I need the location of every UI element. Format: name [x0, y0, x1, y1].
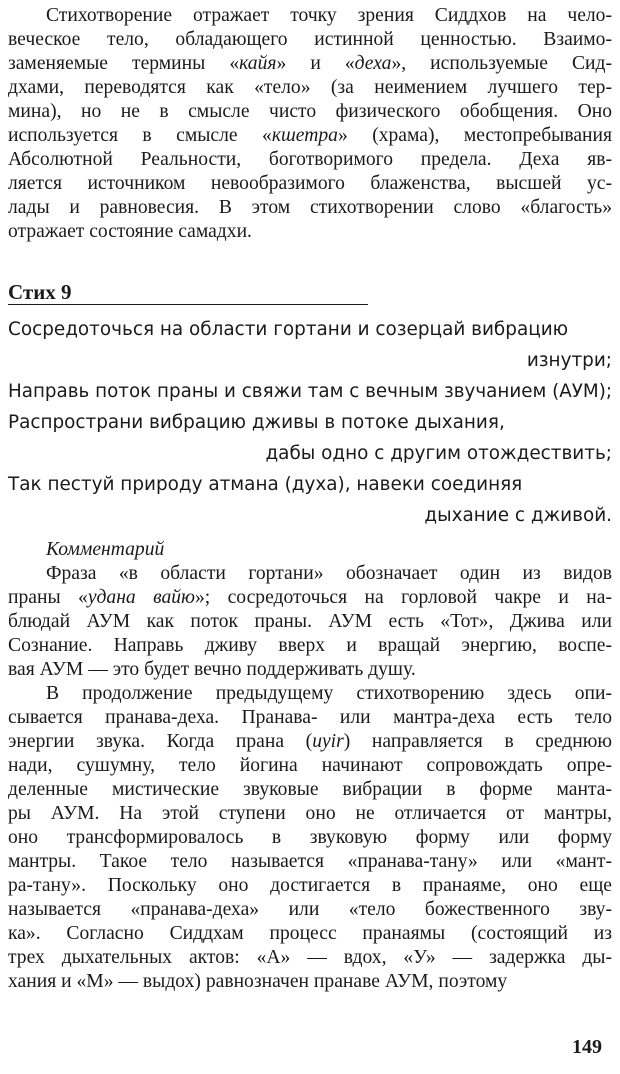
text-span: праны « — [8, 587, 88, 608]
commentary1-line — [8, 586, 612, 610]
commentary2-line: трех дыхательных актов: «А» — вдох, «У» — задержка ды- — [8, 947, 612, 968]
commentary1-line: блюдай АУМ как поток праны. АУМ есть «Тот», Джива или — [8, 611, 612, 632]
commentary2-line: ка». Согласно Сиддхам процесс пранаямы (состоящий из — [8, 923, 612, 944]
commentary1-line: Фраза «в области гортани» обозначает один из видов — [46, 563, 612, 584]
intro-line: лады и равновесия. В этом стихотворении слово «благость» — [8, 197, 612, 218]
verse-line: дыхание с дживой. — [424, 505, 612, 526]
verse-line: Направь поток праны и свяжи там с вечным звучанием (АУМ); — [8, 381, 612, 402]
commentary2-line: деленные мистические звуковые вибрации в форме манта- — [8, 779, 612, 800]
intro-line: веческое тело, обладающего истинной ценностью. Взаимо- — [8, 29, 612, 50]
intro-line: мина), но не в смысле чисто физического обобщения. Оно — [8, 101, 612, 122]
commentary2-line: ры АУМ. На этой ступени оно не отличается от мантры, — [8, 803, 612, 824]
verse-line: дабы одно с другим отождествить; — [265, 443, 612, 464]
intro-line: отражает состояние самадхи. — [8, 221, 252, 242]
commentary2-line: В продолжение предыдущему стихотворению здесь опи- — [46, 683, 612, 704]
text-span: используется в смысле « — [8, 125, 272, 146]
text-span: энергии звука. Когда прана ( — [8, 731, 313, 752]
commentary2-line: ра-тану». Поскольку оно достигается в пранаяме, оно еще — [8, 875, 612, 896]
commentary2-line — [8, 730, 612, 754]
italic-term: кшетра — [271, 125, 338, 146]
heading-rule — [8, 304, 368, 305]
verse-line: Так пестуй природу атмана (духа), навеки соединяя — [8, 474, 523, 495]
italic-term: удана вайю — [87, 587, 195, 608]
commentary-heading: Комментарий — [46, 539, 165, 560]
italic-term: деха — [354, 53, 392, 74]
intro-line: ляется источником невообразимого блаженства, высшей ус- — [8, 173, 612, 194]
intro-line — [8, 52, 612, 76]
text-span: заменяемые термины « — [8, 53, 240, 74]
text-span: ) направляется в среднюю — [343, 731, 612, 752]
verse-line: Распространи вибрацию дживы в потоке дыхания, — [8, 412, 505, 433]
text-span: » и « — [276, 53, 355, 74]
commentary1-line: вая АУМ — это будет вечно поддерживать душу. — [8, 659, 416, 680]
verse-line: изнутри; — [526, 350, 612, 371]
verse-heading: Стих 9 — [8, 280, 72, 304]
text-span: », используемые Сид- — [391, 53, 612, 74]
commentary2-line: нади, сушумну, тело йогина начинают сопровождать опре- — [8, 755, 612, 776]
text-span: »; сосредоточься на горловой чакре и на- — [194, 587, 613, 608]
commentary2-line: хания и «М» — выдох) равнозначен пранаве АУМ, поэтому — [8, 971, 508, 992]
commentary1-line: Сознание. Направь дживу вверх и вращай энергию, воспе- — [8, 635, 612, 656]
page-number: 149 — [572, 1036, 602, 1058]
italic-term: кайя — [239, 53, 277, 74]
italic-term: uyir — [312, 731, 344, 752]
intro-line: Абсолютной Реальности, боготворимого предела. Деха яв- — [8, 149, 612, 170]
verse-line: Сосредоточься на области гортани и созерцай вибрацию — [8, 319, 569, 340]
intro-line: Стихотворение отражает точку зрения Сиддхов на чело- — [46, 5, 612, 26]
commentary2-line: мантры. Такое тело называется «пранава-тану» или «мант- — [8, 851, 612, 872]
intro-line: дхами, переводятся как «тело» (за неимением лучшего тер- — [8, 77, 612, 98]
commentary2-line: сывается пранава-деха. Пранава- или мантра-деха есть тело — [8, 707, 612, 728]
intro-line — [8, 124, 612, 148]
commentary2-line: оно трансформировалось в звуковую форму или форму — [8, 827, 612, 848]
text-span: » (храма), местопребывания — [337, 125, 613, 146]
commentary2-line: называется «пранава-деха» или «тело божественного зву- — [8, 899, 612, 920]
